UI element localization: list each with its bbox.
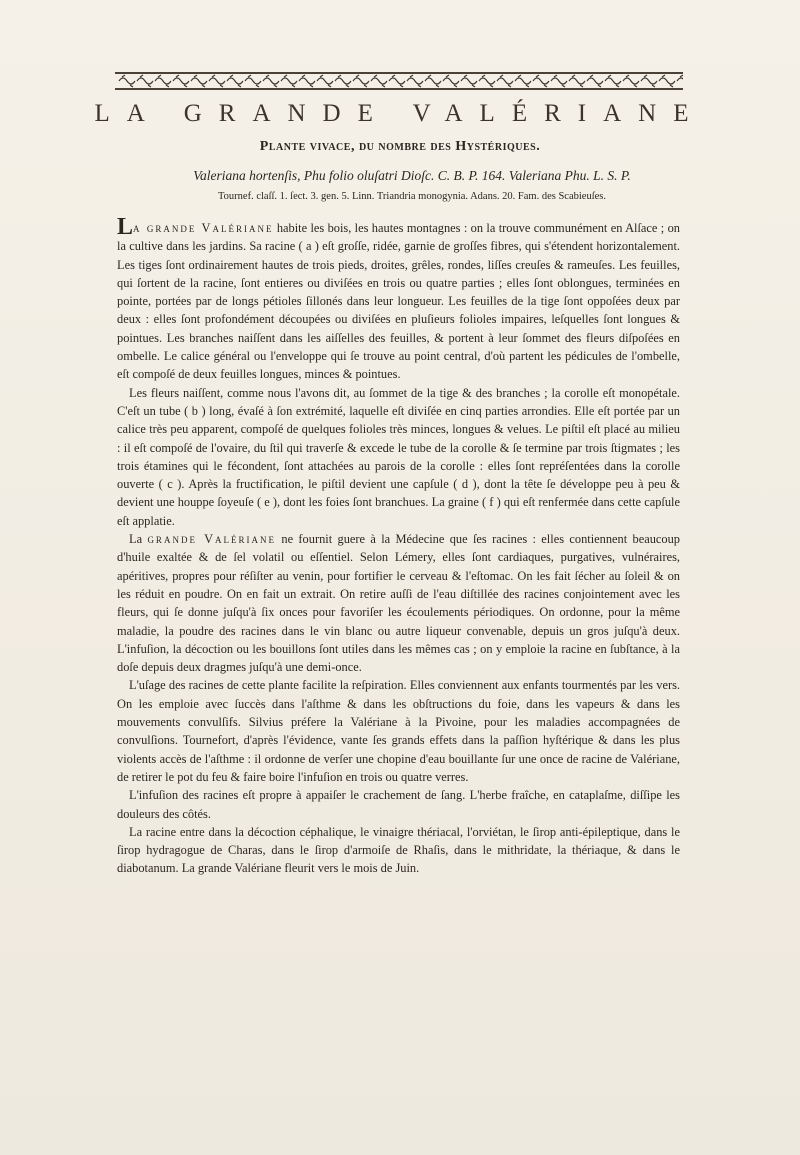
- page-subtitle: Plante vivace, du nombre des Hystériques.: [259, 139, 541, 154]
- main-text: [117, 214, 680, 878]
- paragraph-2: Les fleurs naiſſent, comme nous l'avons dit, au ſommet de la tige & des branches ; la corolle eſt monopétale. C'eſt un tube ( b ) long, évaſé à ſon extrémité, laquelle eſt diviſée en cinq parties arrondies. Elle eſt portée par un calice très peu apparent, compoſé de quelques folioles très minces, longues & velues. Le piſtil eſt placé au milieu : il eſt compoſé de l'ovaire, du ſtil qui traverſe & excede le tube de la corolle & ſe termine par trois ſtigmates ; les trois étamines qui le fécondent, ſont attachées au parois de la corolle : elles ſont repréſentées dans la corolle ouverte ( c ). Après la fructification, le piſtil devient une capſule ( d ), dont la tête ſe développe peu à peu & devient une houppe ſoyeuſe ( e ), dont les foies ſont branchues. La graine ( f ) qui eſt renfermée dans cette capſule eſt applatie.: [117, 385, 680, 528]
- paragraph-1-text: habite les bois, les hautes montagnes : on la trouve communément en Alſace ; on la cultive dans les jardins. Sa racine ( a ) eſt groſſe, ridée, garnie de groſſes fibres, qui s'étendent horizontalement. Les tiges ſont ordinairement hautes de trois pieds, droites, grêles, rondes, liſſes creuſes & rameuſes. Les feuilles, qui ſortent de la racine, ſont entieres ou diviſées en trois ou quatre parties ; elles ſont oblongues, terminées en pointe, portées par de longs pétioles ſillonés dans leur longueur. Les feuilles de la tige ſont oppoſées deux par deux : elles ſont profondément découpées ou diviſées en pluſieurs folioles impaires, leſquelles ſont longues & pointues. Les branches naiſſent dans les aiſſelles des feuilles, & portent à leur ſommet des fleurs diſpoſées en ombelle. Le calice général ou l'enveloppe qui ſe trouve au point central, d'où partent les pédicules de l'ombelle, eſt compoſé de deux feuilles longues, minces & pointues.: [117, 221, 680, 382]
- plant-name-smallcaps: a grande Valériane: [133, 221, 274, 235]
- paragraph-5: L'infuſion des racines eſt propre à appaiſer le crachement de ſang. L'herbe fraîche, en cataplaſme, diſſipe les douleurs des côtés.: [117, 788, 680, 821]
- paragraph-1: [117, 214, 680, 384]
- decorative-border-ornament: [115, 71, 683, 91]
- drop-cap: L: [117, 214, 134, 240]
- paragraph-3-text: ne fournit guere à la Médecine que ſes racines : elles contiennent beaucoup d'huile exaltée & de ſel volatil ou eſſentiel. Selon Lémery, elles ſont cardiaques, purgatives, vulnéraires, apéritives, propres pour réſiſter au venin, pour fortifier le cerveau & l'eſtomac. On les fait ſécher au ſoleil & on les réduit en poudre. On en fait un extrait. On retire auſſi de l'eau diſtillée des racines conjointement avec les fleurs, qui ſe donne juſqu'à ſix onces pour favoriſer les écoulements périodiques. On ordonne, pour la même maladie, la poudre des racines dans le vin blanc ou autre liqueur convenable, depuis un gros juſqu'à deux. L'infuſion, la décoction ou les bouillons ſont utiles dans les mêmes cas ; on y emploie la racine en ſubſtance, à la doſe depuis deux dragmes juſqu'à une demi-once.: [117, 532, 680, 675]
- paragraph-3: [117, 530, 680, 676]
- botanical-synonyms: Valeriana hortenſis, Phu folio oluſatri Dioſc. C. B. P. 164. Valeriana Phu. L. S. P.: [193, 168, 631, 183]
- classification-line: Tournef. claſſ. 1. ſect. 3. gen. 5. Linn. Triandria monogynia. Adans. 20. Fam. des Scabieuſes.: [218, 191, 606, 202]
- plant-name-smallcaps-2: grande Valériane: [147, 532, 277, 547]
- paragraph-3-start: La: [129, 532, 143, 547]
- paragraph-6: La racine entre dans la décoction céphalique, le vinaigre thériacal, l'orviétan, le ſirop anti-épileptique, dans le ſirop hydragogue de Charas, dans le ſirop d'armoiſe de Rhaſis, dans le mithridate, la thériaque, & dans le diabotanum. La grande Valériane fleurit vers le mois de Juin.: [117, 824, 680, 876]
- page-title: LA GRANDE VALÉRIANE: [94, 100, 706, 127]
- paragraph-4: L'uſage des racines de cette plante facilite la reſpiration. Elles conviennent aux enfants tourmentés par les vers. On les emploie avec ſuccès dans l'aſthme & dans les obſtructions du foie, dans les vapeurs & dans les mouvements convulſifs. Silvius préfere la Valériane à la Pivoine, pour les maladies accompagnées de convulſions. Tournefort, d'après l'évidence, vante ſes grands effets dans la paſſion hyſtérique & dans les plus violents accès de l'aſthme : il ordonne de verſer une chopine d'eau bouillante ſur une once de racine de Valériane, de retirer le pot du feu & faire boire l'infuſion en trois ou quatre verres.: [117, 678, 680, 784]
